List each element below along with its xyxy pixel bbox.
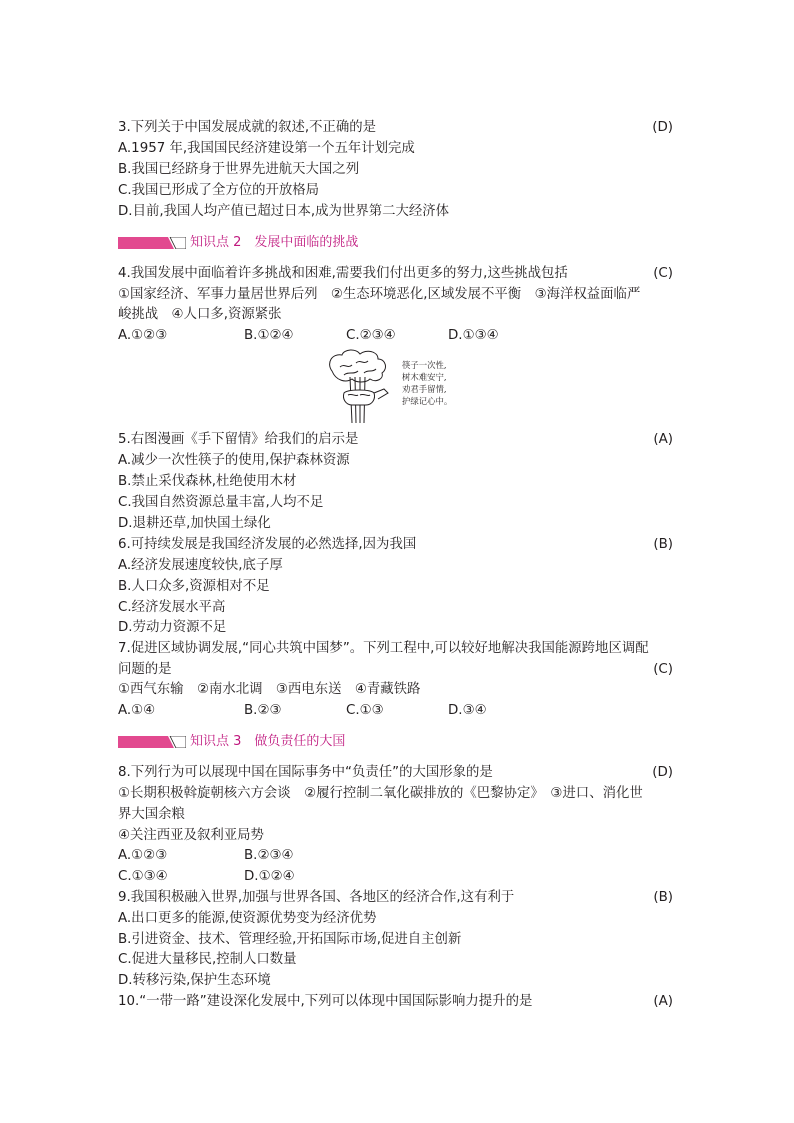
q8-choice-c: C.①③④ [118,869,168,884]
q7-choice-b: B.②③ [244,703,282,718]
q8-items-line2: 界大国余粮 [118,807,185,822]
cartoon-caption [402,359,452,407]
q7-choice-a: A.①④ [118,703,156,718]
q3-option-c: C.我国已形成了全方位的开放格局 [118,183,320,198]
q7-choices [118,701,487,721]
q4-items-line2: 峻挑战 ④人口多,资源紧张 [118,307,282,322]
q7-stem-line2: 问题的是 [118,662,172,677]
cartoon-caption-line: 劝君手留情, [402,384,447,394]
q4-choice-b: B.①②④ [244,328,294,343]
q5-stem: 5.右图漫画《手下留情》给我们的启示是 [118,432,359,447]
q8-answer: (D) [652,765,673,780]
q9-option-b: B.引进资金、技术、管理经验,开拓国际市场,促进自主创新 [118,932,462,947]
q9-stem: 9.我国积极融入世界,加强与世界各国、各地区的经济合作,这有利于 [118,890,515,905]
q8-choice-b: B.②③④ [244,848,294,863]
q9-option-a: A.出口更多的能源,使资源优势变为经济优势 [118,911,377,926]
q3-option-b: B.我国已经跻身于世界先进航天大国之列 [118,162,360,177]
q7-items: ①西气东输 ②南水北调 ③西电东送 ④青藏铁路 [118,682,421,697]
q8-choices-row2 [118,867,295,887]
cartoon-caption-line: 筷子一次性, [402,360,447,370]
q7-choice-c: C.①③ [346,703,384,718]
q4-choice-d: D.①③④ [448,328,499,343]
q10-stem: 10.“一带一路”建设深化发展中,下列可以体现中国国际影响力提升的是 [118,994,533,1009]
section-title-2: 知识点 2 发展中面临的挑战 [190,235,359,250]
q3-option-a: A.1957 年,我国国民经济建设第一个五年计划完成 [118,141,415,156]
q6-answer: (B) [653,537,673,552]
tree-chopsticks-icon [326,349,398,425]
cartoon-caption-line: 护绿记心中。 [402,396,453,406]
q5-option-a: A.减少一次性筷子的使用,保护森林资源 [118,453,350,468]
q4-choice-c: C.②③④ [346,328,396,343]
section-bar-icon [118,237,186,249]
q6-option-a: A.经济发展速度较快,底子厚 [118,558,283,573]
q8-choice-d: D.①②④ [244,869,295,884]
q7-answer: (C) [653,662,673,677]
q7-stem-line1: 7.促进区域协调发展,“同心共筑中国梦”。下列工程中,可以较好地解决我国能源跨地区调配 [118,641,649,656]
q4-items-line1: ①国家经济、军事力量居世界后列 ②生态环境恶化,区域发展不平衡 ③海洋权益面临严 [118,287,641,302]
q4-stem: 4.我国发展中面临着许多挑战和困难,需要我们付出更多的努力,这些挑战包括 [118,266,568,281]
q8-choice-a: A.①②③ [118,848,168,863]
q4-answer: (C) [653,266,673,281]
q4-choice-a: A.①②③ [118,328,168,343]
q6-option-b: B.人口众多,资源相对不足 [118,579,270,594]
cartoon-figure [326,349,468,425]
q10-answer: (A) [653,994,673,1009]
q6-option-d: D.劳动力资源不足 [118,620,227,635]
q9-option-d: D.转移污染,保护生态环境 [118,973,271,988]
q6-option-c: C.经济发展水平高 [118,600,226,615]
q8-items-line1: ①长期积极斡旋朝核六方会谈 ②履行控制二氧化碳排放的《巴黎协定》 ③进口、消化世 [118,786,643,801]
q7-choice-d: D.③④ [448,703,487,718]
section-title-3: 知识点 3 做负责任的大国 [190,734,346,749]
cartoon-caption-line: 树木难安宁, [402,372,447,382]
q9-answer: (B) [653,890,673,905]
section-bar-icon [118,736,186,748]
q3-stem: 3.下列关于中国发展成就的叙述,不正确的是 [118,120,377,135]
q8-stem: 8.下列行为可以展现中国在国际事务中“负责任”的大国形象的是 [118,765,493,780]
q5-option-b: B.禁止采伐森林,杜绝使用木材 [118,474,297,489]
q8-choices-row1 [118,846,293,866]
q4-choices [118,326,499,346]
q8-items-line3: ④关注西亚及叙利亚局势 [118,828,264,843]
q9-option-c: C.促进大量移民,控制人口数量 [118,952,297,967]
q5-option-c: C.我国自然资源总量丰富,人均不足 [118,495,324,510]
q3-option-d: D.目前,我国人均产值已超过日本,成为世界第二大经济体 [118,204,450,219]
q3-answer: (D) [652,120,673,135]
q6-stem: 6.可持续发展是我国经济发展的必然选择,因为我国 [118,537,417,552]
q5-option-d: D.退耕还草,加快国土绿化 [118,516,271,531]
q5-answer: (A) [653,432,673,447]
